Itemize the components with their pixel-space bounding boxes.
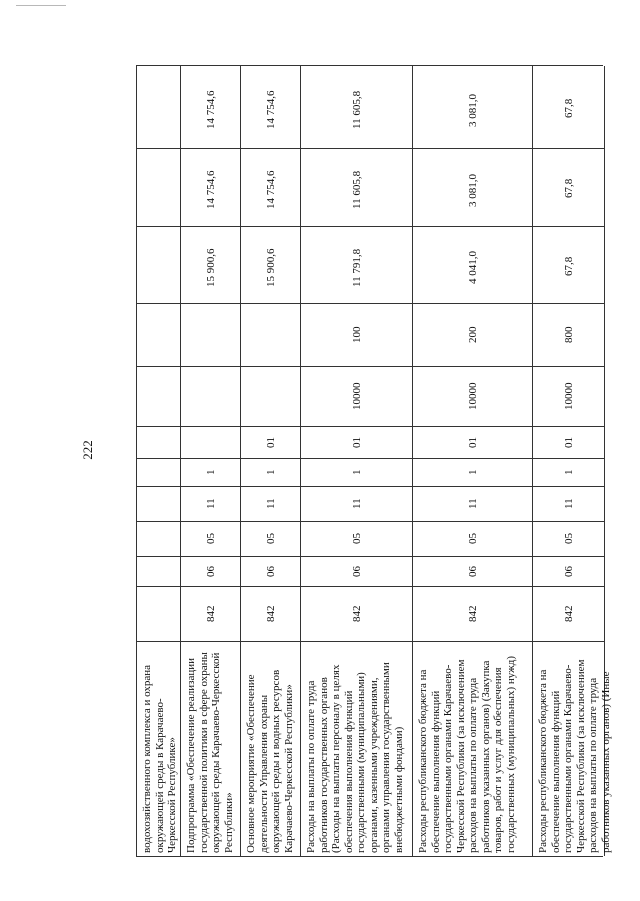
cell-divider	[137, 366, 181, 367]
table-row	[300, 66, 413, 856]
cell-divider	[301, 586, 413, 587]
cell-expense-type: 800	[562, 326, 575, 343]
cell-divider	[181, 226, 241, 227]
cell-divider	[181, 458, 241, 459]
row-description: водохозяйственного комплекса и охрана окружающей среды в Карачаево- Черкесской Республике»	[141, 665, 178, 853]
table-row	[180, 66, 241, 856]
cell-subprogram: 1	[351, 469, 363, 475]
cell-divider	[241, 586, 301, 587]
cell-divider	[413, 458, 533, 459]
cell-section: 06	[467, 565, 479, 577]
cell-amount-1: 4 041,0	[467, 251, 479, 285]
cell-divider	[533, 521, 604, 522]
cell-amount-2: 14 754,6	[205, 170, 217, 210]
cell-divider	[533, 458, 604, 459]
cell-ministry: 842	[351, 605, 363, 622]
cell-event: 01	[351, 436, 363, 448]
cell-subsection: 05	[265, 533, 277, 545]
cell-divider	[533, 556, 604, 557]
cell-expense-type: 100	[351, 326, 363, 343]
cell-divider	[533, 148, 604, 149]
cell-amount-2: 3 081,0	[467, 173, 479, 207]
cell-divider	[413, 148, 533, 149]
cell-subprogram: 1	[467, 469, 479, 475]
cell-subsection: 05	[351, 533, 363, 545]
cell-amount-2: 11 605,8	[351, 171, 363, 210]
cell-divider	[181, 521, 241, 522]
cell-section: 06	[265, 565, 277, 577]
cell-divider	[241, 226, 301, 227]
cell-divider	[301, 556, 413, 557]
cell-divider	[413, 303, 533, 304]
budget-table	[136, 65, 612, 857]
cell-divider	[241, 148, 301, 149]
cell-program: 11	[562, 498, 575, 510]
table-row	[412, 66, 533, 856]
cell-amount-2: 14 754,6	[265, 170, 277, 210]
cell-amount-1: 15 900,6	[265, 248, 277, 287]
table-row	[240, 66, 301, 856]
cell-amount-3: 3 081,0	[467, 93, 479, 127]
row-description: Подпрограмма «Обеспечение реализации государственной политики в сфере охраны окружающей среды Карачаево-Черкесской Республики»	[185, 652, 235, 853]
table-row	[532, 66, 612, 856]
cell-divider	[301, 521, 413, 522]
cell-divider	[137, 226, 181, 227]
cell-ministry: 842	[562, 605, 575, 622]
cell-divider	[181, 303, 241, 304]
cell-divider	[241, 486, 301, 487]
cell-divider	[301, 426, 413, 427]
cell-divider	[241, 556, 301, 557]
row-description: Расходы республиканского бюджета на обеспечение выполнения функций государственными органами Карачаево- Черкесской Республики (за исключением расходов на выплаты по оплате труда работников указанных органов) (Закупка товаров, работ и услуг для обеспечения государственных (муниципальных) нужд)	[417, 656, 517, 853]
cell-divider	[301, 486, 413, 487]
cell-event-code: 10000	[562, 382, 575, 410]
cell-divider	[533, 641, 604, 642]
table-row	[136, 66, 181, 856]
cell-divider	[413, 556, 533, 557]
cell-expense-type: 200	[467, 326, 479, 343]
cell-program: 11	[205, 498, 217, 510]
cell-divider	[137, 486, 181, 487]
page-number: 222	[79, 440, 95, 460]
cell-divider	[241, 426, 301, 427]
cell-divider	[413, 366, 533, 367]
cell-divider	[181, 148, 241, 149]
cell-divider	[181, 426, 241, 427]
cell-divider	[181, 641, 241, 642]
cell-divider	[301, 458, 413, 459]
cell-event: 01	[265, 436, 277, 448]
cell-ministry: 842	[467, 605, 479, 622]
cell-divider	[533, 226, 604, 227]
cell-divider	[533, 303, 604, 304]
cell-divider	[241, 521, 301, 522]
cell-event-code: 10000	[467, 382, 479, 410]
cell-amount-1: 15 900,6	[205, 248, 217, 287]
cell-divider	[301, 226, 413, 227]
cell-amount-3: 11 605,8	[351, 91, 363, 130]
cell-divider	[137, 426, 181, 427]
cell-amount-3: 14 754,6	[205, 90, 217, 130]
cell-divider	[241, 641, 301, 642]
scan-artifact	[16, 5, 66, 7]
cell-divider	[533, 586, 604, 587]
cell-divider	[413, 426, 533, 427]
cell-amount-2: 67,8	[562, 178, 575, 199]
cell-divider	[413, 486, 533, 487]
cell-divider	[413, 586, 533, 587]
row-description: Основное мероприятие «Обеспечение деятельности Управления охраны окружающей среды и водных ресурсов Карачаево-Черкесской Республики»	[245, 669, 295, 853]
cell-divider	[137, 148, 181, 149]
cell-subsection: 05	[205, 533, 217, 545]
cell-amount-3: 67,8	[562, 98, 575, 119]
cell-divider	[533, 426, 604, 427]
cell-ministry: 842	[205, 605, 217, 622]
cell-section: 06	[205, 565, 217, 577]
cell-ministry: 842	[265, 605, 277, 622]
cell-divider	[137, 556, 181, 557]
cell-event-code: 10000	[351, 382, 363, 410]
cell-event: 01	[562, 436, 575, 448]
cell-amount-1: 67,8	[562, 256, 575, 276]
cell-subsection: 05	[467, 533, 479, 545]
cell-divider	[301, 641, 413, 642]
cell-section: 06	[351, 565, 363, 577]
cell-divider	[241, 366, 301, 367]
cell-amount-3: 14 754,6	[265, 90, 277, 130]
cell-subprogram: 1	[562, 469, 575, 475]
cell-divider	[137, 641, 181, 642]
cell-divider	[137, 586, 181, 587]
cell-divider	[413, 641, 533, 642]
cell-divider	[181, 366, 241, 367]
row-description: Расходы на выплаты по оплате труда работников государственных органов (Расходы на выплаты персоналу в целях обеспечения выполнения функций государственными (муниципальными) органами, казенными учреждениями, органами управления государственными внебюджетными фондами)	[305, 662, 405, 853]
cell-divider	[137, 521, 181, 522]
cell-divider	[137, 458, 181, 459]
cell-divider	[241, 303, 301, 304]
cell-divider	[181, 486, 241, 487]
cell-section: 06	[562, 565, 575, 577]
cell-divider	[533, 486, 604, 487]
cell-divider	[137, 303, 181, 304]
cell-subprogram: 1	[205, 469, 217, 475]
cell-subsection: 05	[562, 533, 575, 545]
cell-divider	[241, 458, 301, 459]
cell-event: 01	[467, 436, 479, 448]
cell-divider	[413, 521, 533, 522]
cell-divider	[413, 226, 533, 227]
row-description: Расходы республиканского бюджета на обеспечение выполнения функций государственными органами Карачаево- Черкесской Республики (за исключением расходов на выплаты по оплате труда работников указанных органов) (Иные	[537, 659, 612, 853]
cell-divider	[301, 303, 413, 304]
cell-divider	[181, 586, 241, 587]
cell-program: 11	[265, 498, 277, 510]
cell-divider	[301, 366, 413, 367]
cell-divider	[533, 366, 604, 367]
cell-divider	[181, 556, 241, 557]
cell-program: 11	[351, 498, 363, 510]
cell-subprogram: 1	[265, 469, 277, 475]
cell-divider	[301, 148, 413, 149]
cell-program: 11	[467, 498, 479, 510]
cell-amount-1: 11 791,8	[351, 248, 363, 287]
